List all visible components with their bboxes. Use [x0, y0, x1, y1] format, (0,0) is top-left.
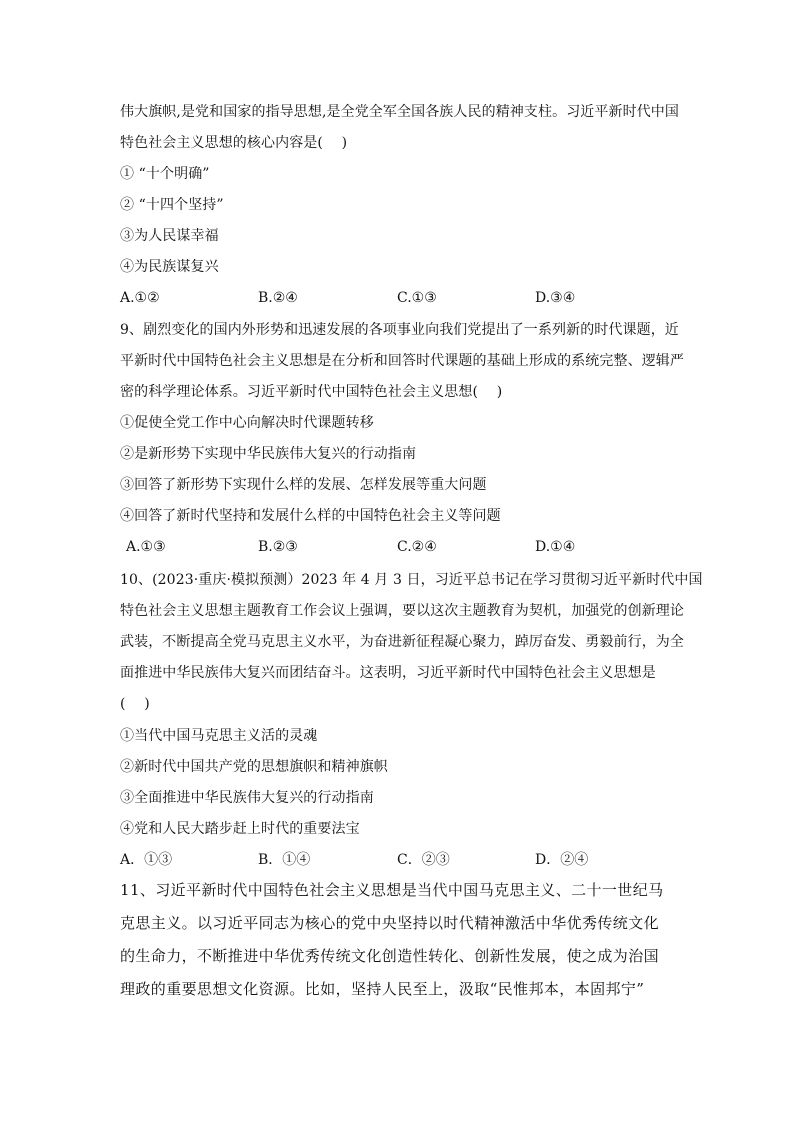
q10-stem-line-5: ( ) [120, 696, 150, 712]
q10-option-d: D．②④ [535, 852, 589, 868]
q8-stem-line-2: 特色社会主义思想的核心内容是( ) [120, 135, 348, 151]
q10-item-2: ②新时代中国共产党的思想旗帜和精神旗帜 [120, 759, 388, 775]
q9-item-2: ②是新形势下实现中华民族伟大复兴的行动指南 [120, 446, 417, 462]
q10-stem-line-3: 武装，不断提高全党马克思主义水平，为奋进新征程凝心聚力，踔厉奋发、勇毅前行，为全 [120, 634, 684, 650]
q9-stem-line-2: 平新时代中国特色社会主义思想是在分析和回答时代课题的基础上形成的系统完整、逻辑严 [120, 353, 684, 369]
q10-item-4: ④党和人民大踏步赶上时代的重要法宝 [120, 821, 360, 837]
q8-option-b: B.②④ [258, 290, 298, 306]
q10-stem-line-2: 特色社会主义思想主题教育工作会议上强调，要以这次主题教育为契机，加强党的创新理论 [120, 603, 684, 619]
q8-item-3: ③为人民谋幸福 [120, 228, 219, 244]
q11-stem-line-4: 理政的重要思想文化资源。比如，坚持人民至上，汲取“民惟邦本，本固邦宁” [120, 980, 645, 998]
q8-option-a: A.①② [120, 290, 160, 306]
q8-item-2: ② “十四个坚持” [120, 197, 224, 213]
q10-options [120, 850, 680, 870]
q8-stem-line-1: 伟大旗帜,是党和国家的指导思想,是全党全军全国各族人民的精神支柱。习近平新时代中国 [120, 104, 679, 120]
q8-options [120, 288, 680, 308]
q10-option-c: C．②③ [397, 852, 450, 868]
q9-stem-line-3: 密的科学理论体系。习近平新时代中国特色社会主义思想( ) [120, 384, 503, 400]
q8-option-d: D.③④ [535, 290, 576, 306]
q8-item-4: ④为民族谋复兴 [120, 259, 219, 275]
q10-item-3: ③全面推进中华民族伟大复兴的行动指南 [120, 790, 374, 806]
q11-stem-line-1: 11、习近平新时代中国特色社会主义思想是当代中国马克思主义、二十一世纪马 [120, 881, 664, 899]
q9-stem-line-1: 9、剧烈变化的国内外形势和迅速发展的各项事业向我们党提出了一系列新的时代课题，近 [120, 322, 679, 338]
q9-item-3: ③回答了新形势下实现什么样的发展、怎样发展等重大问题 [120, 477, 487, 493]
q11-stem-line-2: 克思主义。以习近平同志为核心的党中央坚持以时代精神激活中华优秀传统文化 [120, 914, 660, 932]
q9-option-c: C.②④ [397, 539, 437, 555]
q9-option-d: D.①④ [535, 539, 576, 555]
q10-item-1: ①当代中国马克思主义活的灵魂 [120, 728, 318, 744]
q9-options [120, 537, 680, 557]
q9-option-a: A.①③ [126, 539, 166, 555]
q10-option-a: A．①③ [120, 852, 173, 868]
q10-option-b: B．①④ [258, 852, 311, 868]
q10-stem-line-4: 面推进中华民族伟大复兴而团结奋斗。这表明，习近平新时代中国特色社会主义思想是 [120, 665, 656, 681]
q9-item-4: ④回答了新时代坚持和发展什么样的中国特色社会主义等问题 [120, 508, 501, 524]
q8-option-c: C.①③ [397, 290, 437, 306]
q9-option-b: B.②③ [258, 539, 298, 555]
q10-stem-line-1: 10、(2023·重庆·模拟预测）2023 年 4 月 3 日，习近平总书记在学习贯彻习近平新时代中国 [120, 572, 703, 588]
q9-item-1: ①促使全党工作中心向解决时代课题转移 [120, 415, 374, 431]
q8-item-1: ① “十个明确” [120, 166, 210, 182]
q11-stem-line-3: 的生命力，不断推进中华优秀传统文化创造性转化、创新性发展，使之成为治国 [120, 947, 660, 965]
